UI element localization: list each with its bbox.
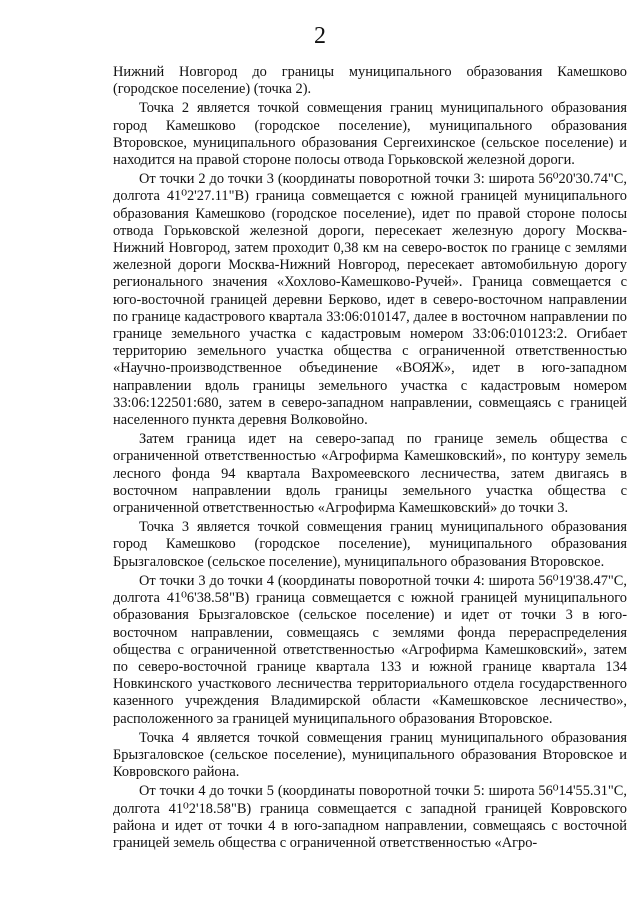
paragraph-point-3: Точка 3 является точкой совмещения границ муниципального образования город Камешково (городское поселение), муниципального образования Брызгаловское (сельское поселение), муниципального образования Второвское.	[113, 519, 627, 570]
paragraph-northwest-boundary: Затем граница идет на северо-запад по границе земель общества с ограниченной ответственностью «Агрофирма Камешковский», по контуру земель лесного фонда 94 квартала Вахромеевского лесничества, затем двигаясь в восточном направлении вдоль границы земельного участка общества с ограниченной ответственностью «Агрофирма Камешковский» до точки 3.	[113, 431, 627, 517]
document-body	[113, 64, 627, 854]
paragraph-point-2: Точка 2 является точкой совмещения границ муниципального образования город Камешково (городское поселение), муниципального образования Второвское, муниципального образования Сергеихинское (сельское поселение) и находится на правой стороне полосы отвода Горьковской железной дороги.	[113, 100, 627, 169]
paragraph-point-4-to-5: От точки 4 до точки 5 (координаты поворотной точки 5: широта 56⁰14'55.31"С, долгота 41⁰2'18.58"В) граница совмещается с западной границей Ковровского района и идет от точки 4 в юго-западном направлении, совмещаясь с восточной границей земель общества с ограниченной ответственностью «Агро-	[113, 783, 627, 851]
paragraph-point-4: Точка 4 является точкой совмещения границ муниципального образования Брызгаловское (сельское поселение), муниципального образования Второвское и Ковровского района.	[113, 729, 627, 781]
page-number: 2	[314, 23, 326, 49]
paragraph-continuation: Нижний Новгород до границы муниципального образования Камешково (городское поселение) (точка 2).	[113, 64, 627, 98]
paragraph-point-2-to-3: От точки 2 до точки 3 (координаты поворотной точки 3: широта 56⁰20'30.74"С, долгота 41⁰2'27.11"В) граница совмещается с южной границей муниципального образования Камешково (городское поселение), идет по правой стороне полосы отвода Горьковской железной дороги, пересекает железную дорогу Москва-Нижний Новгород, затем проходит 0,38 км на северо-восток по границе с землями железной дороги Москва-Нижний Новгород, пересекает автомобильную дорогу регионального значения «Хохлово-Камешково-Ручей». Граница совмещается с юго-восточной границей деревни Берково, идет в северо-восточном направлении по границе кадастрового квартала 33:06:010147, далее в восточном направлении по границе земельного участка с кадастровым номером 33:06:010123:2. Огибает территорию земельного участка общества с ограниченной ответственностью «Научно-производственное объединение «ВОЯЖ», идет в юго-западном направлении вдоль границы земельного участка с кадастровым номером 33:06:122501:680, затем в северо-западном направлении, совмещаясь с границей населенного пункта деревня Волковойно.	[113, 171, 627, 429]
paragraph-point-3-to-4: От точки 3 до точки 4 (координаты поворотной точки 4: широта 56⁰19'38.47"С, долгота 41⁰6'38.58"В) граница совмещается с южной границей муниципального образования Брызгаловское (сельское поселение) и идет от точки 3 в юго-восточном направлении, совмещаясь с землями фонда перераспределения общества с ограниченной ответственностью «Агрофирма Камешковский», затем по северо-восточной границе квартала 133 и южной границе квартала 134 Новкинского участкового лесничества территориального отдела государственного казенного учреждения Владимирской области «Камешковское лесничество», расположенного за границей муниципального образования Второвское.	[113, 572, 627, 727]
